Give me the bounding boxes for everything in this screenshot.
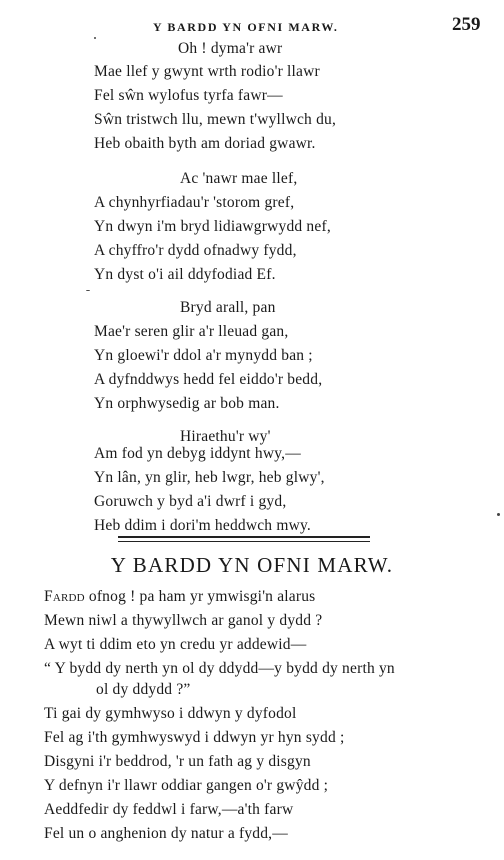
stanza-4-line-2: Am fod yn debyg iddynt hwy,—: [94, 445, 301, 462]
section-line-6: Ti gai dy gymhwyso i ddwyn y dyfodol: [44, 705, 297, 722]
stanza-1-line-1: Oh ! dyma'r awr: [178, 40, 283, 57]
stanza-4-line-3: Yn lân, yn glir, heb lwgr, heb glwy',: [94, 469, 325, 486]
stanza-1-line-3: Fel sŵn wylofus tyrfa fawr—: [94, 87, 283, 104]
stanza-2-line-5: Yn dyst o'i ail ddyfodiad Ef.: [94, 266, 276, 283]
stanza-3-line-5: Yn orphwysedig ar bob man.: [94, 395, 280, 412]
stanza-2-line-4: A chyffro'r dydd ofnadwy fydd,: [94, 242, 297, 259]
stanza-4-line-1: Hiraethu'r wy': [180, 428, 271, 445]
section-line-9: Y defnyn i'r llawr oddiar gangen o'r gwŷdd ;: [44, 777, 329, 794]
section-line-4: “ Y bydd dy nerth yn ol dy ddydd—y bydd dy nerth yn: [44, 660, 395, 677]
scan-speck: [94, 37, 96, 39]
stanza-3-line-3: Yn gloewi'r ddol a'r mynydd ban ;: [94, 347, 313, 364]
separator-rule-top: [118, 536, 370, 538]
section-line-7: Fel ag i'th gymhwyswyd i ddwyn yr hyn sydd ;: [44, 729, 345, 746]
running-head: [0, 14, 504, 38]
page-number: 259: [452, 14, 481, 35]
section-line-3: A wyt ti ddim eto yn credu yr addewid—: [44, 636, 307, 653]
scan-speck: [497, 513, 500, 516]
section-line-2: Mewn niwl a thywyllwch ar ganol y dydd ?: [44, 612, 323, 629]
stanza-4-line-4: Goruwch y byd a'i dwrf i gyd,: [94, 493, 287, 510]
separator-rule-bottom: [118, 541, 370, 542]
stanza-2-line-2: A chynhyrfiadau'r 'storom gref,: [94, 194, 295, 211]
section-line-8: Disgyni i'r beddrod, 'r un fath ag y disgyn: [44, 753, 311, 770]
stanza-4-line-5: Heb ddim i dori'm heddwch mwy.: [94, 517, 312, 534]
stanza-2-line-3: Yn dwyn i'm bryd lidiawgrwydd nef,: [94, 218, 331, 235]
section-line-5: ol dy ddydd ?”: [96, 681, 191, 698]
stanza-1-line-5: Heb obaith byth am doriad gwawr.: [94, 135, 316, 152]
stanza-1-line-4: Sŵn tristwch llu, mewn t'wyllwch du,: [94, 111, 337, 128]
stanza-3-line-4: A dyfnddwys hedd fel eiddo'r bedd,: [94, 371, 323, 388]
section-line-1: Fardd ofnog ! pa ham yr ymwisgi'n alarus: [44, 588, 316, 605]
scan-speck: [86, 290, 90, 291]
stanza-1-line-2: Mae llef y gwynt wrth rodio'r llawr: [94, 63, 320, 80]
stanza-3-line-1: Bryd arall, pan: [180, 299, 276, 316]
stanza-2-line-1: Ac 'nawr mae llef,: [180, 170, 298, 187]
section-title: Y BARDD YN OFNI MARW.: [110, 553, 394, 577]
section-line-11: Fel un o anghenion dy natur a fydd,—: [44, 825, 288, 842]
running-head-title: Y BARDD YN OFNI MARW.: [153, 20, 339, 34]
stanza-3-line-2: Mae'r seren glir a'r lleuad gan,: [94, 323, 289, 340]
section-line-10: Aeddfedir dy feddwl i farw,—a'th farw: [44, 801, 294, 818]
